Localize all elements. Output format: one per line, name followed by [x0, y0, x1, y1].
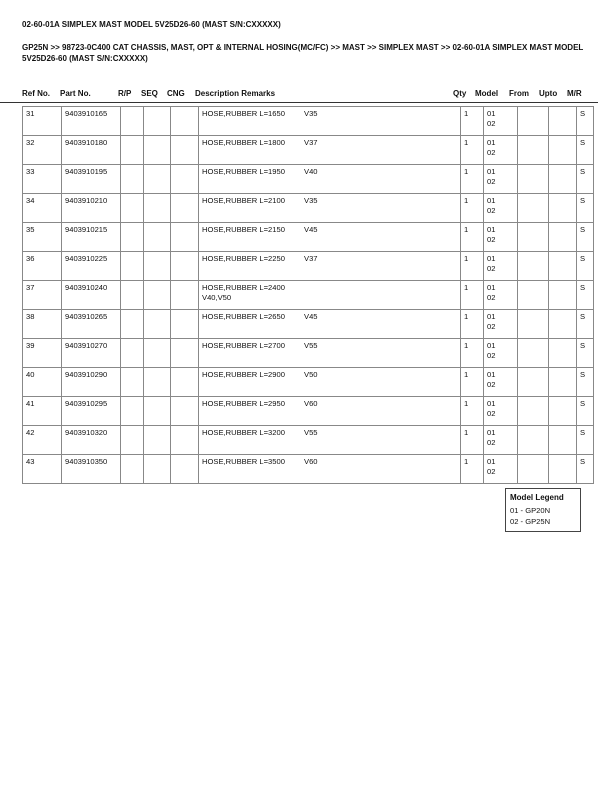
rp-cell: [121, 426, 144, 455]
remark: V35: [304, 109, 318, 118]
part-no: 9403910270: [62, 339, 121, 368]
model-code: 01: [487, 225, 496, 234]
description-cell: [199, 136, 461, 165]
description-cell: [199, 194, 461, 223]
column-header: Qty: [453, 89, 467, 98]
remark: V40: [304, 167, 318, 176]
seq-cell: [144, 107, 171, 136]
description: HOSE,RUBBER L=1950: [202, 167, 285, 176]
part-no: 9403910295: [62, 397, 121, 426]
seq-cell: [144, 426, 171, 455]
parts-table: [22, 106, 594, 484]
cng-cell: [171, 107, 199, 136]
breadcrumb: GP25N >> 98723-0C400 CAT CHASSIS, MAST, OPT & INTERNAL HOSING(MC/FC) >> MAST >> SIMPLEX MAST >> 02-60-01A SIMPLEX MAST MODEL 5V25D26-60 (MAST S/N:CXXXXX): [22, 43, 584, 63]
upto-cell: [549, 455, 577, 484]
from-cell: [518, 310, 549, 339]
rp-cell: [121, 136, 144, 165]
rp-cell: [121, 194, 144, 223]
remark: V50: [304, 370, 318, 379]
from-cell: [518, 339, 549, 368]
description-cell: [199, 107, 461, 136]
from-cell: [518, 426, 549, 455]
qty: 1: [461, 339, 484, 368]
rp-cell: [121, 252, 144, 281]
model-cell: [484, 310, 518, 339]
ref-no: 43: [23, 455, 62, 484]
upto-cell: [549, 339, 577, 368]
model-code: 02: [487, 351, 496, 360]
column-header: SEQ: [141, 89, 158, 98]
from-cell: [518, 194, 549, 223]
remark: V37: [304, 138, 318, 147]
cng-cell: [171, 165, 199, 194]
seq-cell: [144, 310, 171, 339]
column-header: Part No.: [60, 89, 91, 98]
rp-cell: [121, 397, 144, 426]
ref-no: 41: [23, 397, 62, 426]
qty: 1: [461, 136, 484, 165]
description: HOSE,RUBBER L=2650: [202, 312, 285, 321]
mr: S: [577, 368, 594, 397]
cng-cell: [171, 397, 199, 426]
rp-cell: [121, 455, 144, 484]
seq-cell: [144, 136, 171, 165]
table-row: [23, 426, 594, 455]
model-code: 02: [487, 119, 496, 128]
description-cell: [199, 368, 461, 397]
model-code: 02: [487, 380, 496, 389]
rp-cell: [121, 310, 144, 339]
part-no: 9403910215: [62, 223, 121, 252]
from-cell: [518, 252, 549, 281]
qty: 1: [461, 223, 484, 252]
column-header: M/R: [567, 89, 582, 98]
cng-cell: [171, 252, 199, 281]
description-cell: [199, 281, 461, 310]
column-header: Description Remarks: [195, 89, 276, 98]
column-header: CNG: [167, 89, 185, 98]
column-header: R/P: [118, 89, 132, 98]
model-code: 01: [487, 312, 496, 321]
model-cell: [484, 165, 518, 194]
qty: 1: [461, 194, 484, 223]
remark: V60: [304, 457, 318, 466]
ref-no: 42: [23, 426, 62, 455]
mr: S: [577, 223, 594, 252]
cng-cell: [171, 136, 199, 165]
model-cell: [484, 194, 518, 223]
upto-cell: [549, 426, 577, 455]
cng-cell: [171, 426, 199, 455]
seq-cell: [144, 165, 171, 194]
part-no: 9403910265: [62, 310, 121, 339]
seq-cell: [144, 281, 171, 310]
description-cell: [199, 426, 461, 455]
seq-cell: [144, 368, 171, 397]
description-cell: [199, 310, 461, 339]
model-cell: [484, 252, 518, 281]
part-no: 9403910180: [62, 136, 121, 165]
part-no: 9403910195: [62, 165, 121, 194]
model-code: 02: [487, 409, 496, 418]
upto-cell: [549, 165, 577, 194]
table-row: [23, 310, 594, 339]
cng-cell: [171, 368, 199, 397]
seq-cell: [144, 223, 171, 252]
part-no: 9403910165: [62, 107, 121, 136]
model-code: 01: [487, 370, 496, 379]
seq-cell: [144, 397, 171, 426]
description-cell: [199, 339, 461, 368]
model-cell: [484, 455, 518, 484]
model-code: 01: [487, 428, 496, 437]
cng-cell: [171, 339, 199, 368]
column-header: Ref No.: [22, 89, 50, 98]
table-row: [23, 252, 594, 281]
upto-cell: [549, 368, 577, 397]
upto-cell: [549, 136, 577, 165]
model-code: 02: [487, 293, 496, 302]
model-code: 01: [487, 457, 496, 466]
mr: S: [577, 455, 594, 484]
remark: V60: [304, 399, 318, 408]
ref-no: 38: [23, 310, 62, 339]
legend-title: Model Legend: [510, 493, 564, 502]
ref-no: 35: [23, 223, 62, 252]
rp-cell: [121, 165, 144, 194]
description: HOSE,RUBBER L=3200: [202, 428, 285, 437]
qty: 1: [461, 310, 484, 339]
model-code: 01: [487, 341, 496, 350]
from-cell: [518, 281, 549, 310]
mr: S: [577, 107, 594, 136]
seq-cell: [144, 194, 171, 223]
part-no: 9403910320: [62, 426, 121, 455]
column-header: From: [509, 89, 529, 98]
remark: V55: [304, 428, 318, 437]
model-code: 02: [487, 322, 496, 331]
seq-cell: [144, 455, 171, 484]
model-code: 01: [487, 109, 496, 118]
table-row: [23, 165, 594, 194]
model-code: 01: [487, 196, 496, 205]
model-legend: [505, 488, 581, 532]
mr: S: [577, 165, 594, 194]
mr: S: [577, 252, 594, 281]
model-code: 02: [487, 235, 496, 244]
upto-cell: [549, 397, 577, 426]
ref-no: 34: [23, 194, 62, 223]
ref-no: 32: [23, 136, 62, 165]
from-cell: [518, 165, 549, 194]
from-cell: [518, 455, 549, 484]
remark: V45: [304, 225, 318, 234]
upto-cell: [549, 223, 577, 252]
rp-cell: [121, 368, 144, 397]
mr: S: [577, 136, 594, 165]
model-cell: [484, 107, 518, 136]
model-code: 01: [487, 399, 496, 408]
table-row: [23, 339, 594, 368]
from-cell: [518, 397, 549, 426]
mr: S: [577, 339, 594, 368]
column-header: Model: [475, 89, 499, 98]
upto-cell: [549, 194, 577, 223]
seq-cell: [144, 339, 171, 368]
model-code: 02: [487, 177, 496, 186]
table-row: [23, 455, 594, 484]
model-cell: [484, 223, 518, 252]
ref-no: 33: [23, 165, 62, 194]
model-code: 01: [487, 283, 496, 292]
cng-cell: [171, 310, 199, 339]
model-cell: [484, 426, 518, 455]
table-row: [23, 194, 594, 223]
description: HOSE,RUBBER L=1800: [202, 138, 285, 147]
mr: S: [577, 426, 594, 455]
description-cell: [199, 397, 461, 426]
seq-cell: [144, 252, 171, 281]
qty: 1: [461, 426, 484, 455]
legend-item: 01 - GP20N: [510, 506, 551, 515]
model-cell: [484, 339, 518, 368]
table-row: [23, 397, 594, 426]
remark: V55: [304, 341, 318, 350]
table-row: [23, 368, 594, 397]
description: HOSE,RUBBER L=2950: [202, 399, 285, 408]
remark: V37: [304, 254, 318, 263]
description: HOSE,RUBBER L=2400: [202, 283, 285, 292]
qty: 1: [461, 252, 484, 281]
qty: 1: [461, 165, 484, 194]
rp-cell: [121, 223, 144, 252]
mr: S: [577, 194, 594, 223]
description: HOSE,RUBBER L=3500: [202, 457, 285, 466]
part-no: 9403910350: [62, 455, 121, 484]
upto-cell: [549, 107, 577, 136]
description: HOSE,RUBBER L=2150: [202, 225, 285, 234]
mr: S: [577, 281, 594, 310]
description-cell: [199, 223, 461, 252]
part-no: 9403910225: [62, 252, 121, 281]
header-divider: [0, 102, 598, 103]
model-code: 02: [487, 206, 496, 215]
column-header: Upto: [539, 89, 558, 98]
upto-cell: [549, 281, 577, 310]
description: HOSE,RUBBER L=2250: [202, 254, 285, 263]
model-code: 01: [487, 167, 496, 176]
from-cell: [518, 223, 549, 252]
description-cell: [199, 165, 461, 194]
qty: 1: [461, 107, 484, 136]
table-row: [23, 136, 594, 165]
model-code: 02: [487, 148, 496, 157]
description: HOSE,RUBBER L=2700: [202, 341, 285, 350]
from-cell: [518, 107, 549, 136]
remark: V45: [304, 312, 318, 321]
part-no: 9403910210: [62, 194, 121, 223]
qty: 1: [461, 397, 484, 426]
cng-cell: [171, 223, 199, 252]
qty: 1: [461, 455, 484, 484]
table-row: [23, 281, 594, 310]
part-no: 9403910240: [62, 281, 121, 310]
model-cell: [484, 281, 518, 310]
remark: V40,V50: [202, 293, 232, 302]
part-no: 9403910290: [62, 368, 121, 397]
from-cell: [518, 136, 549, 165]
mr: S: [577, 397, 594, 426]
description: HOSE,RUBBER L=2100: [202, 196, 285, 205]
ref-no: 37: [23, 281, 62, 310]
page-title: 02-60-01A SIMPLEX MAST MODEL 5V25D26-60 (MAST S/N:CXXXXX): [22, 20, 281, 29]
upto-cell: [549, 310, 577, 339]
model-code: 02: [487, 467, 496, 476]
model-cell: [484, 136, 518, 165]
cng-cell: [171, 281, 199, 310]
table-row: [23, 107, 594, 136]
model-code: 02: [487, 264, 496, 273]
ref-no: 36: [23, 252, 62, 281]
rp-cell: [121, 107, 144, 136]
ref-no: 39: [23, 339, 62, 368]
description-cell: [199, 252, 461, 281]
mr: S: [577, 310, 594, 339]
model-code: 01: [487, 138, 496, 147]
model-cell: [484, 368, 518, 397]
upto-cell: [549, 252, 577, 281]
qty: 1: [461, 281, 484, 310]
cng-cell: [171, 194, 199, 223]
model-cell: [484, 397, 518, 426]
cng-cell: [171, 455, 199, 484]
legend-item: 02 - GP25N: [510, 517, 551, 526]
ref-no: 40: [23, 368, 62, 397]
rp-cell: [121, 339, 144, 368]
ref-no: 31: [23, 107, 62, 136]
qty: 1: [461, 368, 484, 397]
table-row: [23, 223, 594, 252]
model-code: 01: [487, 254, 496, 263]
model-code: 02: [487, 438, 496, 447]
description: HOSE,RUBBER L=1650: [202, 109, 285, 118]
rp-cell: [121, 281, 144, 310]
from-cell: [518, 368, 549, 397]
description-cell: [199, 455, 461, 484]
remark: V35: [304, 196, 318, 205]
description: HOSE,RUBBER L=2900: [202, 370, 285, 379]
